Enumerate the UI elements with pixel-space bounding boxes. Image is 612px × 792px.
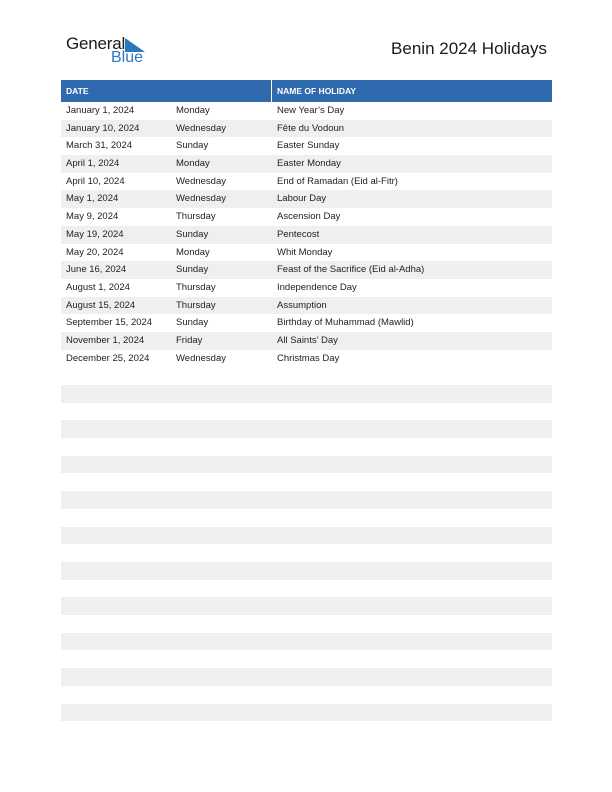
row-holiday-name: Feast of the Sacrifice (Eid al-Adha): [277, 264, 425, 276]
row-holiday-name: New Year’s Day: [277, 105, 345, 116]
row-weekday: Wednesday: [176, 122, 226, 134]
row-date: May 9, 2024: [66, 211, 119, 223]
row-holiday-name: Birthday of Muhammad (Mawlid): [277, 317, 414, 329]
logo-general-text: General: [66, 34, 126, 53]
table-header: [61, 80, 552, 102]
row-date: April 10, 2024: [66, 175, 125, 187]
row-weekday: Wednesday: [176, 352, 226, 364]
row-weekday: Thursday: [176, 299, 216, 311]
row-weekday: Monday: [176, 105, 210, 116]
row-holiday-name: Assumption: [277, 299, 327, 311]
header-holiday-name: NAME OF HOLIDAY: [277, 86, 357, 96]
table-row: [61, 137, 552, 155]
row-holiday-name: Ascension Day: [277, 211, 341, 223]
row-date: May 1, 2024: [66, 193, 119, 205]
row-weekday: Friday: [176, 334, 203, 346]
row-weekday: Sunday: [176, 317, 209, 329]
row-date: November 1, 2024: [66, 334, 145, 346]
row-holiday-name: End of Ramadan (Eid al-Fitr): [277, 175, 398, 187]
table-row: [61, 279, 552, 297]
row-date: December 25, 2024: [66, 352, 150, 364]
table-row: [61, 173, 552, 191]
row-date: June 16, 2024: [66, 264, 127, 276]
row-weekday: Sunday: [176, 264, 209, 276]
row-weekday: Thursday: [176, 211, 216, 223]
empty-row: [61, 527, 552, 545]
table-row: [61, 226, 552, 244]
table-row: [61, 314, 552, 332]
row-weekday: Sunday: [176, 228, 209, 240]
header-divider: [271, 80, 272, 102]
row-date: April 1, 2024: [66, 158, 120, 170]
generalblue-logo: [66, 34, 156, 70]
row-holiday-name: Christmas Day: [277, 352, 340, 364]
row-holiday-name: Whit Monday: [277, 246, 333, 258]
empty-row: [61, 633, 552, 651]
row-holiday-name: Easter Sunday: [277, 140, 340, 152]
empty-row: [61, 668, 552, 686]
empty-row: [61, 456, 552, 474]
row-date: January 1, 2024: [66, 105, 135, 116]
table-row: [61, 190, 552, 208]
table-row: [61, 244, 552, 262]
row-weekday: Wednesday: [176, 193, 226, 205]
row-holiday-name: Easter Monday: [277, 158, 341, 170]
table-row: [61, 102, 552, 120]
table-row: [61, 297, 552, 315]
row-weekday: Sunday: [176, 140, 209, 152]
holiday-table: [61, 80, 552, 367]
empty-row: [61, 704, 552, 722]
row-holiday-name: Pentecost: [277, 228, 320, 240]
row-weekday: Monday: [176, 158, 210, 170]
row-weekday: Wednesday: [176, 175, 226, 187]
table-row: [61, 155, 552, 173]
table-row: [61, 120, 552, 138]
row-holiday-name: All Saints’ Day: [277, 334, 338, 346]
row-date: August 15, 2024: [66, 299, 136, 311]
row-weekday: Monday: [176, 246, 210, 258]
row-date: May 20, 2024: [66, 246, 124, 258]
table-row: [61, 332, 552, 350]
empty-row: [61, 491, 552, 509]
row-date: May 19, 2024: [66, 228, 124, 240]
row-date: January 10, 2024: [66, 122, 140, 134]
row-holiday-name: Independence Day: [277, 281, 357, 293]
table-row: [61, 261, 552, 279]
header-date: DATE: [66, 86, 89, 96]
empty-row: [61, 597, 552, 615]
table-body: [61, 102, 552, 367]
row-weekday: Thursday: [176, 281, 216, 293]
logo-blue-text: Blue: [111, 49, 144, 66]
row-holiday-name: Fête du Vodoun: [277, 122, 345, 134]
page-title: Benin 2024 Holidays: [391, 39, 547, 58]
row-date: March 31, 2024: [66, 140, 133, 152]
row-date: August 1, 2024: [66, 281, 130, 293]
row-holiday-name: Labour Day: [277, 193, 327, 205]
table-row: [61, 208, 552, 226]
row-date: September 15, 2024: [66, 317, 153, 329]
empty-row: [61, 385, 552, 403]
empty-row: [61, 420, 552, 438]
table-row: [61, 350, 552, 368]
empty-row: [61, 562, 552, 580]
